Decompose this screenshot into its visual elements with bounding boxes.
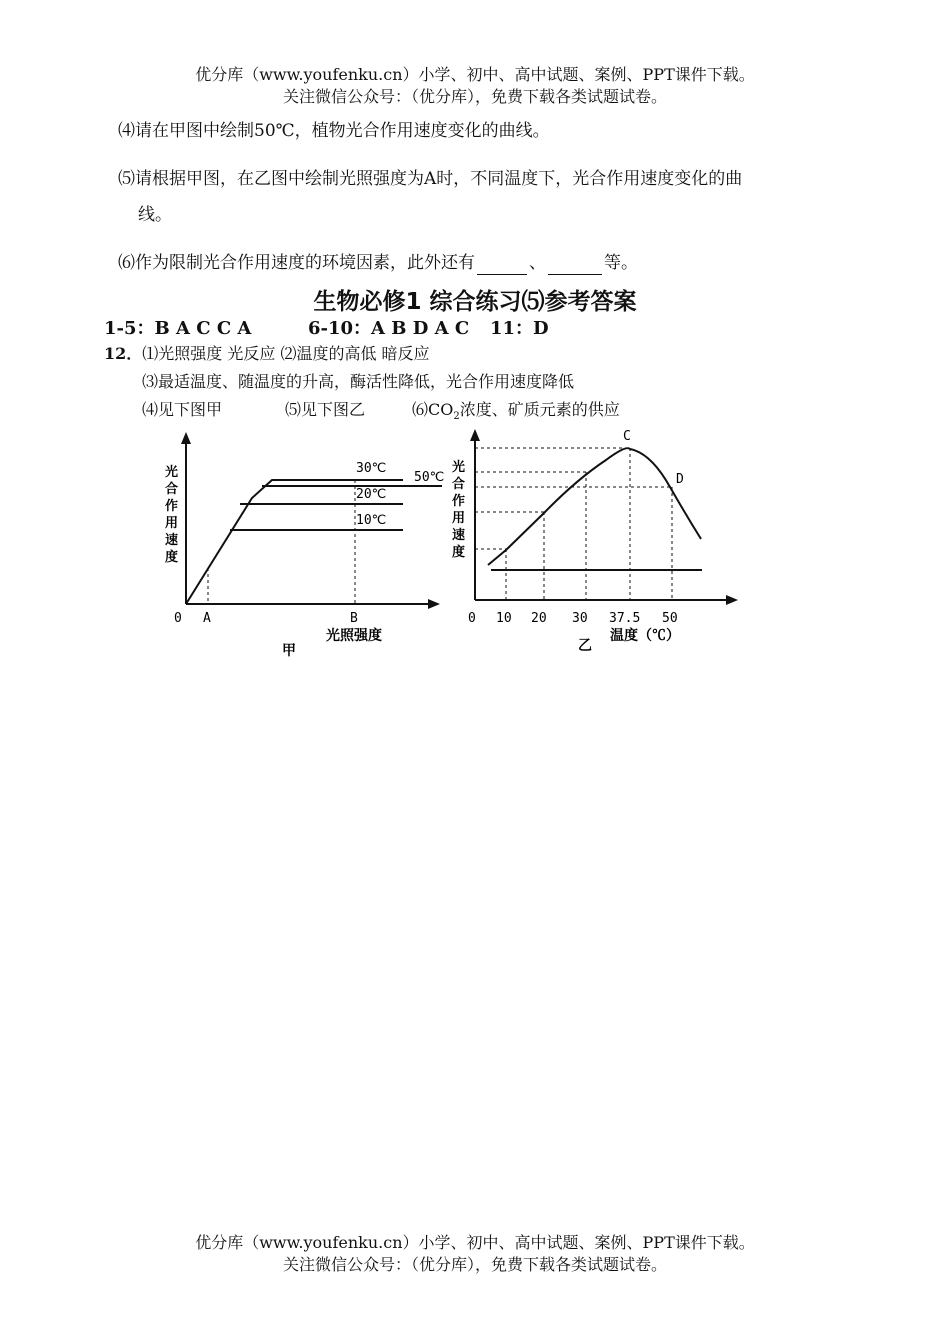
question-6-suffix: 等。 <box>604 253 638 273</box>
q12-line-1 <box>104 344 430 364</box>
jia-ylabel-1: 光 <box>165 465 179 480</box>
yi-x-arrow <box>726 595 738 605</box>
question-6 <box>118 252 638 275</box>
yi-label-d: D <box>676 472 684 487</box>
chart-yi <box>446 425 746 660</box>
chart-jia <box>150 430 450 660</box>
mc-answers-6-10: 6-10：A B D A C <box>308 318 470 339</box>
jia-tick-a: A <box>203 611 211 626</box>
jia-label-50c: 50℃ <box>414 470 445 485</box>
question-5-line-2: 线。 <box>138 205 172 225</box>
jia-y-arrow <box>181 432 191 444</box>
yi-tick-50: 50 <box>662 611 678 626</box>
jia-label-10c: 10℃ <box>356 513 387 528</box>
jia-x-arrow <box>428 599 440 609</box>
jia-label-20c: 20℃ <box>356 487 387 502</box>
yi-title: 乙 <box>578 638 592 654</box>
footer-line-1: 优分库（www.youfenku.cn）小学、初中、高中试题、案例、PPT课件下载。 <box>195 1233 755 1252</box>
yi-ylabel-2: 合 <box>452 477 466 492</box>
mc-answer-11: 11：D <box>490 318 549 339</box>
jia-tick-0: 0 <box>174 611 182 626</box>
co2-prefix: ⑹CO <box>412 400 454 419</box>
jia-tick-b: B <box>350 611 358 626</box>
yi-ylabel-3: 作 <box>452 494 466 509</box>
yi-tick-20: 20 <box>531 611 547 626</box>
yi-ylabel-1: 光 <box>452 460 466 475</box>
q12-line-3c <box>412 400 620 427</box>
q12-line-1-text: ⑴光照强度 光反应 ⑵温度的高低 暗反应 <box>142 344 430 363</box>
question-6-prefix: ⑹作为限制光合作用速度的环境因素，此外还有 <box>118 253 475 273</box>
yi-tick-37-5: 37.5 <box>609 611 641 626</box>
jia-title: 甲 <box>282 643 296 659</box>
yi-y-arrow <box>470 429 480 441</box>
q12-line-3a: ⑷见下图甲 <box>142 400 223 419</box>
yi-tick-0: 0 <box>468 611 476 626</box>
jia-ylabel-6: 度 <box>165 550 179 565</box>
yi-ylabel-6: 度 <box>452 545 466 560</box>
yi-xlabel: 温度（℃） <box>610 628 680 644</box>
q12-line-2: ⑶最适温度、随温度的升高，酶活性降低，光合作用速度降低 <box>142 372 575 391</box>
answer-blank-2[interactable] <box>548 252 602 275</box>
mc-answers-1-5: 1-5：B A C C A <box>104 318 252 339</box>
yi-label-c: C <box>623 429 631 444</box>
yi-tick-30: 30 <box>572 611 588 626</box>
q12-number: 12． <box>104 344 143 363</box>
jia-ylabel-4: 用 <box>165 516 179 531</box>
jia-ylabel-2: 合 <box>165 482 179 497</box>
jia-label-30c: 30℃ <box>356 461 387 476</box>
q12-line-3b: ⑸见下图乙 <box>285 400 366 419</box>
answer-blank-1[interactable] <box>477 252 527 275</box>
footer-line-2: 关注微信公众号：（优分库），免费下载各类试题试卷。 <box>282 1255 667 1274</box>
question-5-line-1: ⑸请根据甲图，在乙图中绘制光照强度为A时，不同温度下，光合作用速度变化的曲 <box>118 169 743 189</box>
yi-ylabel-4: 用 <box>452 511 466 526</box>
yi-tick-10: 10 <box>496 611 512 626</box>
jia-ylabel-3: 作 <box>165 499 179 514</box>
header-line-2: 关注微信公众号：（优分库），免费下载各类试题试卷。 <box>282 87 667 106</box>
co2-suffix: 浓度、矿质元素的供应 <box>459 400 620 419</box>
jia-xlabel: 光照强度 <box>326 628 382 644</box>
yi-ylabel-5: 速 <box>452 528 466 543</box>
question-4: ⑷请在甲图中绘制50℃，植物光合作用速度变化的曲线。 <box>118 121 550 141</box>
question-6-separator: 、 <box>529 253 546 273</box>
co2-subscript: 2 <box>453 411 460 423</box>
header-line-1: 优分库（www.youfenku.cn）小学、初中、高中试题、案例、PPT课件下载。 <box>195 65 755 84</box>
yi-series-curve <box>488 448 701 565</box>
jia-ylabel-5: 速 <box>165 533 179 548</box>
answer-title: 生物必修1 综合练习⑸参考答案 <box>313 289 637 315</box>
